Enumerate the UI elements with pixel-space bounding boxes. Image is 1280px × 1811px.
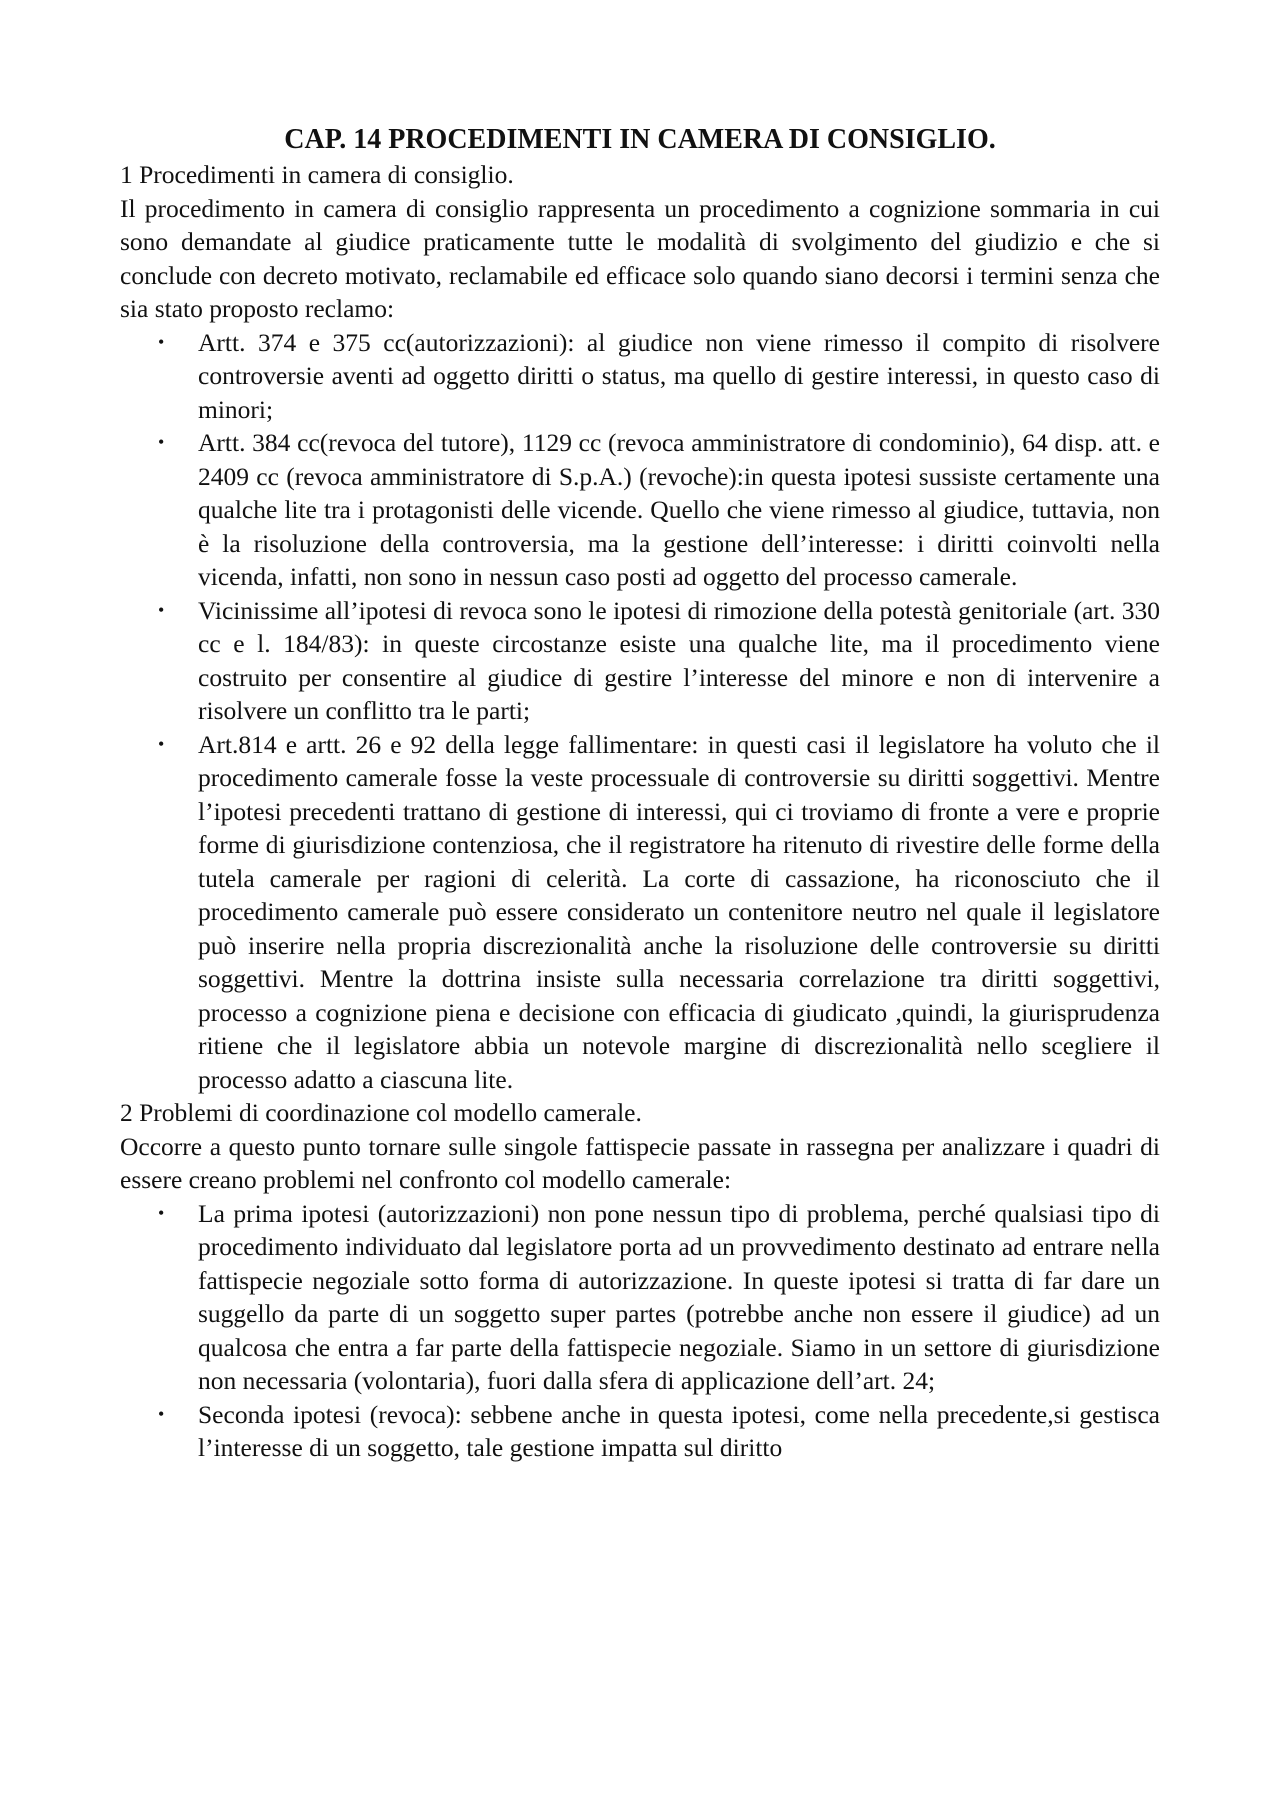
section-intro-1: Il procedimento in camera di consiglio rappresenta un procedimento a cognizione sommaria in cui sono demandate al giudice praticamente tutte le modalità di svolgimento del giudizio e che si conclude con decreto motivato, reclamabile ed efficace solo quando siano decorsi i termini senza che sia stato proposto reclamo:	[120, 193, 1160, 323]
bullet-list-1	[120, 326, 1160, 1097]
section-intro-2: Occorre a questo punto tornare sulle singole fattispecie passate in rassegna per analizzare i quadri di essere creano problemi nel confronto col modello camerale:	[120, 1131, 1160, 1194]
list-item-text: La prima ipotesi (autorizzazioni) non pone nessun tipo di problema, perché qualsiasi tipo di procedimento individuato dal legislatore porta ad un provvedimento destinato ad entrare nella fattispecie negoziale sotto forma di autorizzazione. In queste ipotesi si tratta di far dare un suggello da parte di un soggetto super partes (potrebbe anche non essere il giudice) ad un qualcosa che entra a far parte della fattispecie negoziale. Siamo in un settore di giurisdizione non necessaria (volontaria), fuori dalla sfera di applicazione dell’art. 24;	[198, 1198, 1160, 1395]
bullet-icon: •	[158, 599, 165, 620]
section-heading-2: 2 Problemi di coordinazione col modello camerale.	[120, 1098, 642, 1127]
list-item-text: Seconda ipotesi (revoca): sebbene anche in questa ipotesi, come nella precedente,si gestisca l’interesse di un soggetto, tale gestione impatta sul diritto	[198, 1399, 1160, 1462]
list-item	[120, 426, 1160, 594]
bullet-icon: •	[158, 1202, 165, 1223]
page-title: CAP. 14 PROCEDIMENTI IN CAMERA DI CONSIGLIO.	[284, 124, 996, 155]
section-heading-1: 1 Procedimenti in camera di consiglio.	[120, 160, 514, 189]
list-item	[120, 594, 1160, 728]
list-item	[120, 1398, 1160, 1465]
list-item	[120, 326, 1160, 427]
list-item	[120, 728, 1160, 1097]
list-item-text: Artt. 384 cc(revoca del tutore), 1129 cc (revoca amministratore di condominio), 64 disp. att. e 2409 cc (revoca amministratore di S.p.A.) (revoche):in questa ipotesi sussiste certamente una qualche lite tra i protagonisti delle vicende. Quello che viene rimesso al giudice, tuttavia, non è la risoluzione della controversia, ma la gestione dell’interesse: i diritti coinvolti nella vicenda, infatti, non sono in nessun caso posti ad oggetto del processo camerale.	[198, 428, 1160, 591]
document-page	[120, 122, 1160, 1465]
bullet-icon: •	[158, 733, 165, 754]
list-item-text: Artt. 374 e 375 cc(autorizzazioni): al giudice non viene rimesso il compito di risolvere controversie aventi ad oggetto diritti o status, ma quello di gestire interessi, in questo caso di minori;	[198, 327, 1160, 424]
bullet-icon: •	[158, 331, 165, 352]
list-item-text: Art.814 e artt. 26 e 92 della legge fallimentare: in questi casi il legislatore ha voluto che il procedimento camerale fosse la veste processuale di controversie su diritti soggettivi. Mentre l’ipotesi precedenti trattano di gestione di interessi, qui ci troviamo di fronte a vere e proprie forme di giurisdizione contenziosa, che il registratore ha ritenuto di rivestire delle forme della tutela camerale per ragioni di celerità. La corte di cassazione, ha riconosciuto che il procedimento camerale può essere considerato un contenitore neutro nel quale il legislatore può inserire nella propria discrezionalità anche la risoluzione delle controversie su diritti soggettivi. Mentre la dottrina insiste sulla necessaria correlazione tra diritti soggettivi, processo a cognizione piena e decisione con efficacia di giudicato ,quindi, la giurisprudenza ritiene che il legislatore abbia un notevole margine di discrezionalità nello scegliere il processo adatto a ciascuna lite.	[198, 729, 1160, 1094]
list-item	[120, 1197, 1160, 1398]
list-item-text: Vicinissime all’ipotesi di revoca sono le ipotesi di rimozione della potestà genitoriale (art. 330 cc e l. 184/83): in queste circostanze esiste una qualche lite, ma il procedimento viene costruito per consentire al giudice di gestire l’interesse del minore e non di intervenire a risolvere un conflitto tra le parti;	[198, 595, 1160, 725]
bullet-list-2	[120, 1197, 1160, 1465]
bullet-icon: •	[158, 432, 165, 452]
bullet-icon: •	[158, 1403, 165, 1424]
